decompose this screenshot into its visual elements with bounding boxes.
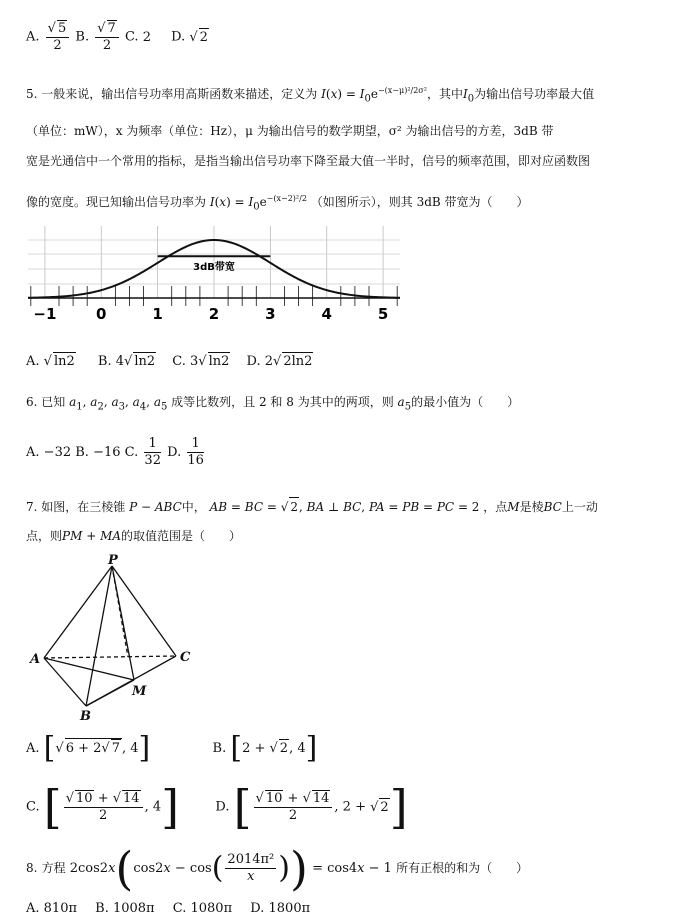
gaussian-chart xyxy=(28,226,400,322)
q7-options-cd: C. [ √ $\frac{10 + √ 14}{2}$ , 4] D. [ √ $\frac{10 + √ 14}{2}$ , 2 + √ 2] xyxy=(26,790,408,824)
q7-option-a: A. xyxy=(26,741,40,756)
q7-option-b: B. xyxy=(212,741,227,756)
vertex-a-label: A xyxy=(30,652,41,667)
q5-line2: （单位：mW），x 为频率（单位：Hz），μ 为输出信号的数学期望，σ² 为输出信号的方差，3dB 带 xyxy=(26,124,554,138)
3db-band-label: 3dB带宽 xyxy=(193,262,235,274)
x-ticks xyxy=(33,305,388,322)
q8-option-c: C. 1080π xyxy=(172,901,233,916)
q5-option-c: C. xyxy=(172,354,186,369)
q8-option-a: A. 810π xyxy=(26,901,78,916)
vertex-c-label: C xyxy=(180,650,191,665)
q5-line3: 宽是光通信中一个常用的指标，是指当输出信号功率下降至最大值一半时，信号的频率范围，即对应函数图 xyxy=(26,154,591,168)
q6-stem: 6. 已知 $a_1$, $a_2$, $a_3$, $a_4$, $a_5$ 成等比数列，且 2 和 8 为其中的两项，则 $a_5$的最小值为（ ） xyxy=(26,395,520,413)
x-tick-label: 5 xyxy=(377,305,389,322)
x-tick-label: 0 xyxy=(96,305,107,322)
q8-stem: 8. 方程 2cos2x(cos2x − cos( $\frac{\text{2014π²}}{x}$ )) = cos4x − 1 所有正根的和为（ ） xyxy=(26,841,529,896)
q7-option-c: C. xyxy=(26,799,40,815)
q4-option-c-value: 2 xyxy=(142,29,151,45)
vertex-b-label: B xyxy=(80,709,91,722)
x-tick-label: 2 xyxy=(208,305,220,322)
q5-line1: 5. 一般来说，输出信号功率用高斯函数来描述，定义为 $I(x) = I_0e^{-(x-\mu)^2/2\sigma^2}$，其中$I_0$为输出信号功率最大值 xyxy=(26,86,595,105)
q4-option-a-label: A. xyxy=(26,29,40,45)
q8-options xyxy=(26,900,324,918)
vertex-p-label: P xyxy=(108,553,118,568)
x-tick-label: 1 xyxy=(152,305,163,322)
tetrahedron-figure xyxy=(28,552,208,722)
q7-option-d: D. xyxy=(215,799,230,815)
q5-line4: 像的宽度。现已知输出信号功率为 $I(x) = I_0e^{-(x-2)^2/2}$ （如图所示），则其 3dB 带宽为（ ） xyxy=(26,194,529,213)
q5-option-a: A. xyxy=(26,354,40,369)
q5-option-b: B. xyxy=(97,354,112,369)
q7-line1: 7. 如图，在三棱锥 P − ABC中， AB = BC = √ 2, BA ⊥ BC, PA = PB = PC = 2 ，点M是棱BC上一动 xyxy=(26,497,598,516)
q4-option-d-label: D. xyxy=(171,29,186,45)
x-tick-label: 3 xyxy=(265,305,276,322)
q7-options-ab: A. [√ 6 + 2√ 7 , 4] B. [2 + √ 2, 4] xyxy=(26,738,317,758)
q8-option-d: D. 1800π xyxy=(250,901,311,916)
x-tick-label: 4 xyxy=(321,305,332,322)
q5-option-d: D. xyxy=(246,354,261,369)
q5-options: A. √ ln2 B. 4√ ln2 C. 3√ ln2 D. 2√ 2ln2 xyxy=(26,352,313,371)
q4-option-b-label: B. xyxy=(75,29,90,45)
point-m-label: M xyxy=(132,684,147,699)
q6-options: A. −32 B. −16 C. $\frac{1}{32}$ D. $\frac{1}{16}$ xyxy=(26,436,204,468)
q8-option-b: B. 1008π xyxy=(95,901,155,916)
q7-line2: 点，则PM + MA的取值范围是（ ） xyxy=(26,529,242,543)
x-tick-label: −1 xyxy=(33,305,57,322)
q4-options: A. √ $\frac{5}{2}$ B. √ $\frac{7}{2}$ C. 2 D. √ 2 xyxy=(26,20,209,54)
q4-option-c-label: C. xyxy=(124,29,139,45)
